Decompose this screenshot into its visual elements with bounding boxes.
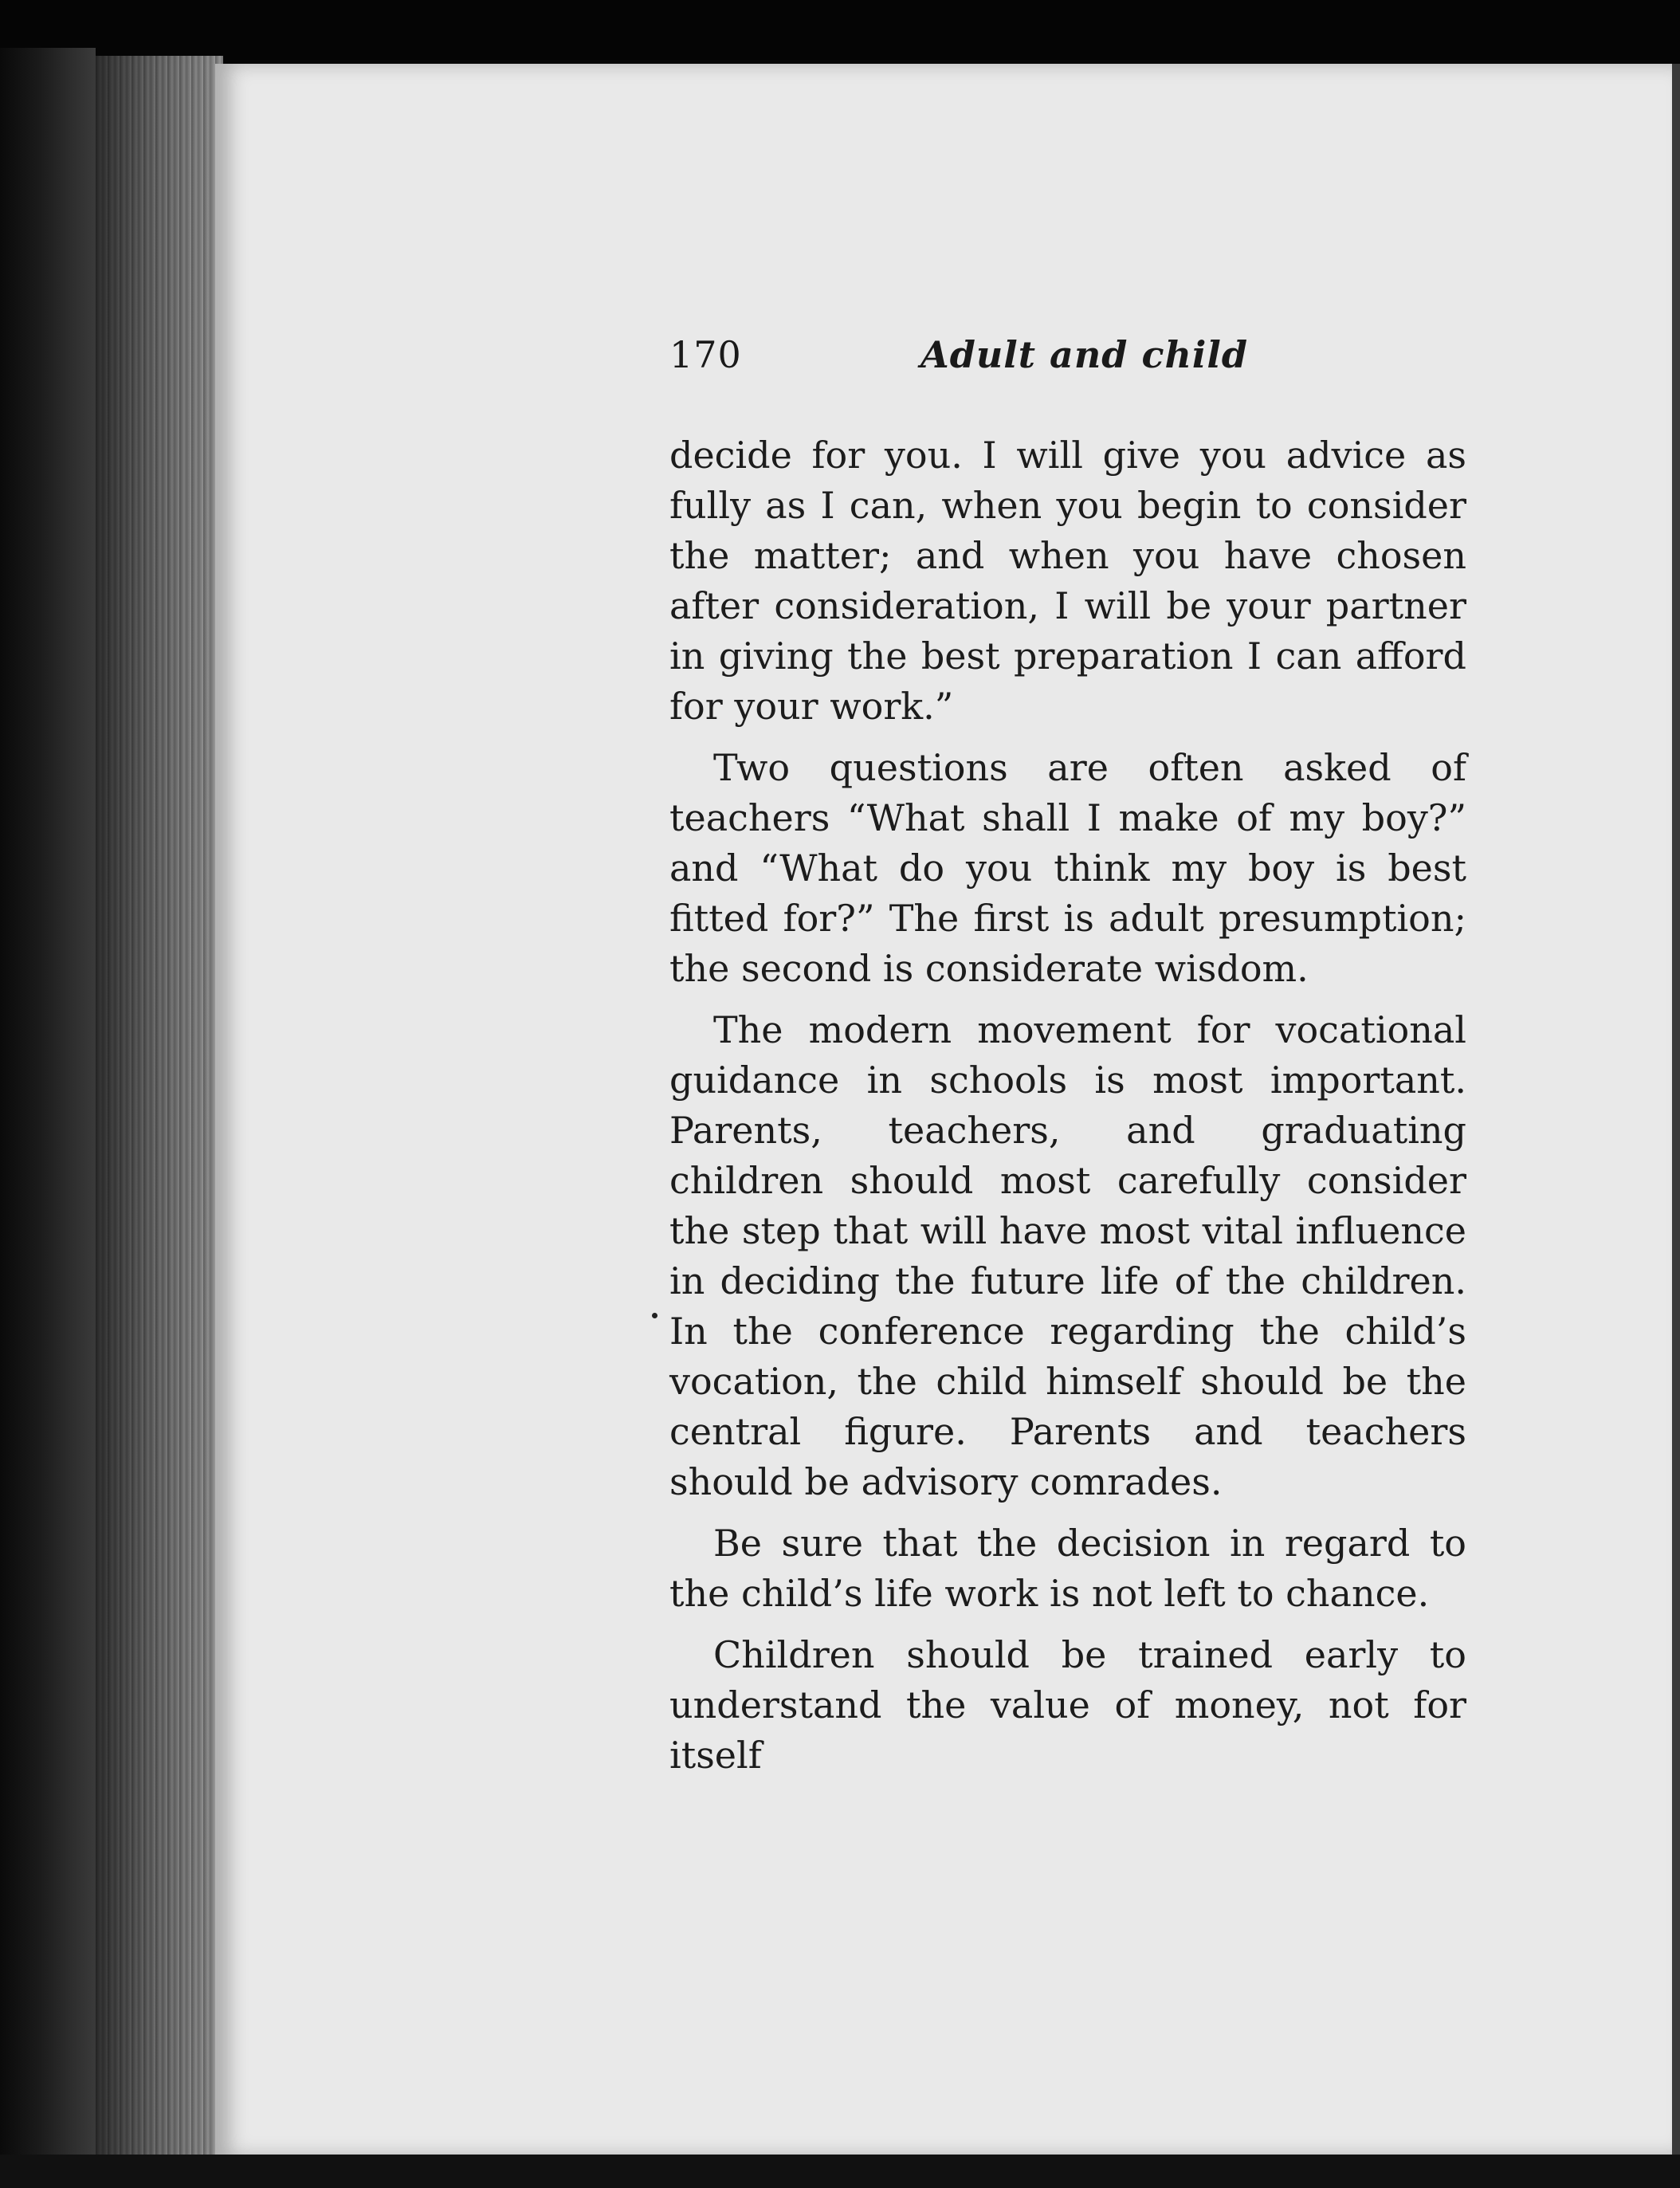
paragraph: decide for you. I will give you advice as fully as I can, when you begin to consider the matter; and when you have chosen after consideration, I will be your partner in giving the best preparation I can afford for your work.” (669, 434, 1466, 728)
scan-bottom-border (0, 2155, 1680, 2188)
running-title: Adult and child (920, 333, 1249, 376)
paragraph: The modern movement for vocational guidance in schools is most important. Parents, teachers, and graduating children should most carefully consider the step that will have most vital influence in deciding the future life of the children. In the conference regarding the child’s vocation, the child himself should be the central figure. Parents and teachers should be advisory comrades. (669, 1008, 1466, 1503)
paragraph: Two questions are often asked of teachers “What shall I make of my boy?” and “What do you think my boy is best fitted for?” The first is adult presumption; the second is considerate wisdom. (669, 746, 1466, 990)
body-text (669, 430, 1466, 1792)
scan-top-border (0, 0, 1680, 64)
book-binding (0, 48, 96, 2188)
right-page-edge (1672, 64, 1680, 2156)
paragraph: Children should be trained early to understand the value of money, not for itself (669, 1633, 1466, 1777)
margin-mark (652, 1313, 657, 1318)
page-number: 170 (669, 333, 742, 376)
page-edges-shadow (96, 56, 223, 2160)
running-head (669, 327, 1466, 383)
paragraph: Be sure that the decision in regard to the child’s life work is not left to chance. (669, 1522, 1466, 1615)
